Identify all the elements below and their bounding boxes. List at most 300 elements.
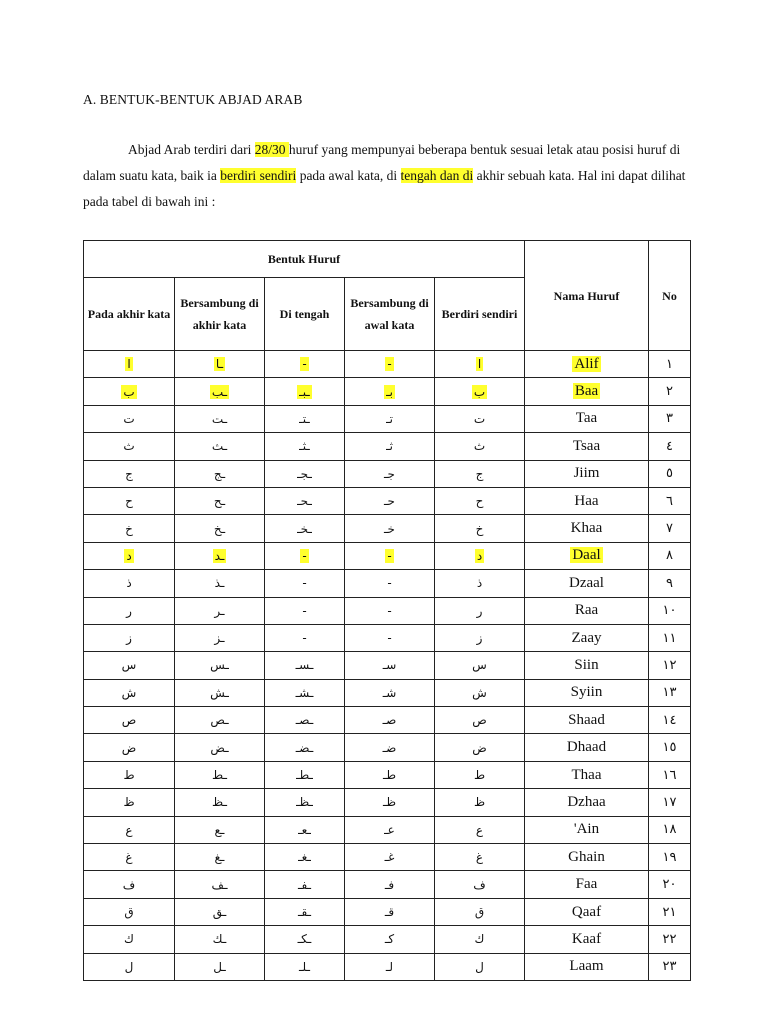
letter-form: ك [124, 932, 134, 947]
cell-sambung-akhir [175, 953, 265, 980]
cell-sendiri [435, 734, 525, 761]
para-highlight-3: tengah dan di [400, 168, 474, 183]
cell-sambung-awal [345, 679, 435, 706]
cell-no: ٢٢ [649, 926, 691, 953]
cell-akhir [84, 707, 175, 734]
letter-form: عـ [384, 822, 395, 837]
table-row [84, 926, 691, 953]
cell-tengah [265, 816, 345, 843]
letter-form: ـسـ [295, 658, 314, 673]
cell-tengah [265, 405, 345, 432]
letter-form: ـطـ [296, 768, 313, 783]
cell-sendiri [435, 597, 525, 624]
cell-sambung-akhir [175, 898, 265, 925]
cell-tengah [265, 460, 345, 487]
letter-form: ظ [123, 795, 135, 810]
cell-sambung-akhir [175, 926, 265, 953]
para-text-2: huruf yang mempunyai beberapa bentuk sesuai letak atau posisi huruf di dalam suatu kata, baik ia [83, 142, 681, 183]
cell-sendiri [435, 542, 525, 569]
letter-form: ط [473, 768, 486, 783]
cell-sendiri [435, 433, 525, 460]
cell-nama-huruf [525, 871, 649, 898]
cell-sendiri [435, 926, 525, 953]
letter-form: ط [123, 768, 135, 783]
letter-form: ض [121, 740, 137, 755]
letter-name: Faa [575, 876, 598, 893]
cell-tengah [265, 624, 345, 651]
letter-form: ح [125, 494, 133, 509]
table-row [84, 460, 691, 487]
letter-form: ـتـ [299, 411, 310, 426]
table-row [84, 816, 691, 843]
letter-form: ع [125, 822, 133, 837]
cell-tengah [265, 953, 345, 980]
letter-form: ـص [210, 713, 229, 728]
cell-sambung-akhir [175, 816, 265, 843]
letter-name: Tsaa [572, 437, 601, 454]
cell-nama-huruf [525, 405, 649, 432]
letter-form: ف [473, 877, 486, 892]
letter-form: سـ [382, 658, 397, 673]
cell-tengah [265, 515, 345, 542]
letter-form: ـقـ [297, 905, 312, 919]
table-row [84, 624, 691, 651]
letter-name: Haa [574, 492, 599, 509]
letter-form: ث [123, 439, 135, 454]
letter-form: - [387, 603, 392, 618]
table-row [84, 789, 691, 816]
cell-sambung-awal [345, 734, 435, 761]
cell-nama-huruf [525, 433, 649, 460]
cell-sambung-awal [345, 460, 435, 487]
cell-no: ٣ [649, 405, 691, 432]
letter-form: غ [475, 850, 484, 865]
para-text-1: Abjad Arab terdiri dari [128, 142, 255, 157]
cell-sambung-akhir [175, 542, 265, 569]
letter-name: Alif [574, 355, 599, 372]
cell-no: ١٥ [649, 734, 691, 761]
cell-sambung-akhir [175, 871, 265, 898]
letter-form: تـ [386, 411, 393, 426]
cell-tengah [265, 844, 345, 871]
cell-tengah [265, 761, 345, 788]
letter-form: ذ [126, 576, 132, 591]
cell-akhir [84, 871, 175, 898]
letter-form: ـغ [214, 850, 225, 865]
cell-sambung-akhir [175, 405, 265, 432]
table-row [84, 898, 691, 925]
cell-sambung-awal [345, 707, 435, 734]
col-header-sambung-akhir: Bersambung di akhir kata [175, 278, 265, 351]
letter-form: - [387, 357, 392, 372]
cell-nama-huruf [525, 460, 649, 487]
table-row [84, 351, 691, 378]
cell-nama-huruf [525, 597, 649, 624]
cell-akhir [84, 487, 175, 514]
letter-form: ا [477, 357, 482, 372]
cell-sambung-awal [345, 624, 435, 651]
letter-name: Shaad [568, 711, 605, 728]
letter-form: ج [125, 466, 133, 481]
letter-form: ك [474, 932, 485, 947]
letter-form: ص [472, 713, 487, 728]
cell-sambung-akhir [175, 679, 265, 706]
letter-form: لـ [385, 959, 394, 974]
cell-sendiri [435, 707, 525, 734]
cell-nama-huruf [525, 570, 649, 597]
cell-sambung-awal [345, 351, 435, 378]
letter-form: - [302, 548, 307, 563]
letter-form: قـ [384, 905, 395, 919]
cell-sambung-akhir [175, 734, 265, 761]
letter-form: ـل [213, 959, 226, 974]
letter-form: ـح [213, 494, 226, 509]
cell-tengah [265, 898, 345, 925]
cell-sambung-akhir [175, 761, 265, 788]
letter-form: ضـ [382, 740, 397, 755]
letter-form: غـ [384, 850, 395, 865]
cell-no: ٤ [649, 433, 691, 460]
letter-form: ق [474, 905, 485, 919]
cell-tengah [265, 433, 345, 460]
intro-paragraph [83, 137, 687, 215]
letter-form: ـظـ [296, 795, 313, 810]
col-header-nama: Nama Huruf [525, 241, 649, 351]
letter-form: غ [125, 850, 133, 865]
table-row [84, 378, 691, 405]
letter-form: شـ [382, 685, 397, 700]
cell-no: ١١ [649, 624, 691, 651]
letter-name: Raa [574, 602, 599, 619]
letter-form: ـخـ [297, 521, 312, 536]
cell-no: ١٢ [649, 652, 691, 679]
cell-sendiri [435, 405, 525, 432]
letter-name: Siin [574, 656, 599, 673]
letter-form: ـكـ [297, 932, 312, 947]
cell-nama-huruf [525, 953, 649, 980]
letter-name: Thaa [571, 766, 602, 783]
letter-form: ـغـ [298, 850, 311, 865]
cell-nama-huruf [525, 351, 649, 378]
letter-form: ا [127, 357, 131, 372]
cell-sambung-awal [345, 789, 435, 816]
letter-form: ب [123, 384, 135, 399]
table-row [84, 570, 691, 597]
letter-form: ش [472, 685, 487, 700]
table-row [84, 679, 691, 706]
cell-nama-huruf [525, 761, 649, 788]
letter-form: ظـ [382, 795, 397, 810]
letter-form: - [387, 631, 392, 646]
cell-no: ٢١ [649, 898, 691, 925]
letter-form: ـحـ [297, 494, 312, 509]
cell-tengah [265, 707, 345, 734]
letter-name: Dhaad [566, 739, 607, 756]
col-header-no: No [649, 241, 691, 351]
cell-sambung-akhir [175, 515, 265, 542]
cell-sambung-akhir [175, 597, 265, 624]
cell-no: ١ [649, 351, 691, 378]
cell-nama-huruf [525, 789, 649, 816]
letter-form: ـشـ [295, 685, 314, 700]
letter-form: - [387, 548, 392, 563]
cell-no: ٦ [649, 487, 691, 514]
cell-sambung-akhir [175, 378, 265, 405]
letter-name: Dzaal [569, 574, 604, 591]
para-highlight-1: 28/30 [254, 142, 289, 157]
section-heading: A. BENTUK-BENTUK ABJAD ARAB [83, 92, 303, 107]
cell-sendiri [435, 789, 525, 816]
cell-sambung-awal [345, 570, 435, 597]
cell-sambung-awal [345, 898, 435, 925]
cell-sambung-akhir [175, 460, 265, 487]
letter-name: Dzhaa [567, 793, 606, 810]
table-row [84, 487, 691, 514]
letter-form: ف [122, 877, 136, 892]
cell-akhir [84, 597, 175, 624]
table-row [84, 515, 691, 542]
cell-akhir [84, 926, 175, 953]
table-row [84, 761, 691, 788]
cell-sambung-awal [345, 597, 435, 624]
para-text-4: akhir sebuah kata. Hal ini dapat dilihat pada tabel di bawah ini : [83, 168, 686, 209]
cell-akhir [84, 816, 175, 843]
cell-nama-huruf [525, 378, 649, 405]
cell-sambung-akhir [175, 433, 265, 460]
letter-form: ـظ [212, 795, 227, 810]
cell-sambung-awal [345, 844, 435, 871]
letter-name: Syiin [570, 684, 603, 701]
col-header-sambung-awal: Bersambung di awal kata [345, 278, 435, 351]
cell-no: ١٣ [649, 679, 691, 706]
table-row [84, 542, 691, 569]
letter-form: ز [126, 631, 132, 646]
letter-form: ثـ [386, 439, 393, 454]
cell-akhir [84, 351, 175, 378]
cell-tengah [265, 378, 345, 405]
cell-tengah [265, 871, 345, 898]
cell-sendiri [435, 624, 525, 651]
cell-tengah [265, 597, 345, 624]
cell-tengah [265, 679, 345, 706]
cell-sambung-awal [345, 515, 435, 542]
cell-sendiri [435, 844, 525, 871]
cell-sendiri [435, 351, 525, 378]
cell-sendiri [435, 515, 525, 542]
cell-sambung-akhir [175, 570, 265, 597]
letter-name: Khaa [570, 520, 603, 537]
table-row [84, 433, 691, 460]
letter-form: س [472, 658, 487, 673]
col-header-akhir: Pada akhir kata [84, 278, 175, 351]
cell-tengah [265, 926, 345, 953]
letter-form: ق [124, 905, 134, 919]
cell-no: ١٦ [649, 761, 691, 788]
cell-sambung-awal [345, 378, 435, 405]
cell-sambung-akhir [175, 707, 265, 734]
cell-akhir [84, 953, 175, 980]
cell-sambung-awal [345, 487, 435, 514]
cell-sambung-akhir [175, 844, 265, 871]
letter-form: ش [121, 685, 137, 700]
cell-akhir [84, 570, 175, 597]
letter-form: ث [473, 439, 486, 454]
letter-form: ـك [212, 932, 227, 947]
letter-form: كـ [384, 932, 395, 947]
arabic-letters-table [83, 240, 691, 981]
letter-form: - [302, 631, 307, 646]
letter-form: ح [475, 494, 484, 509]
cell-nama-huruf [525, 844, 649, 871]
table-row [84, 734, 691, 761]
letter-form: ـعـ [298, 822, 311, 837]
letter-form: ل [124, 959, 134, 974]
cell-nama-huruf [525, 734, 649, 761]
cell-tengah [265, 789, 345, 816]
letter-form: جـ [384, 466, 395, 481]
cell-akhir [84, 405, 175, 432]
group-header: Bentuk Huruf [84, 241, 525, 278]
cell-akhir [84, 624, 175, 651]
letter-name: Baa [574, 383, 599, 400]
cell-akhir [84, 652, 175, 679]
cell-tengah [265, 734, 345, 761]
cell-no: ١٤ [649, 707, 691, 734]
cell-sambung-awal [345, 433, 435, 460]
cell-nama-huruf [525, 515, 649, 542]
letter-form: - [302, 603, 307, 618]
letter-name: Jiim [573, 465, 600, 482]
letter-form: ـفـ [297, 877, 312, 892]
letter-form: د [476, 548, 483, 563]
cell-sendiri [435, 679, 525, 706]
cell-sambung-awal [345, 953, 435, 980]
letter-form: د [126, 548, 132, 563]
cell-sambung-akhir [175, 652, 265, 679]
letter-form: ـف [211, 877, 228, 892]
cell-sambung-akhir [175, 789, 265, 816]
letter-form: ـجـ [297, 466, 312, 481]
cell-akhir [84, 378, 175, 405]
table-row [84, 871, 691, 898]
cell-tengah [265, 542, 345, 569]
cell-no: ٩ [649, 570, 691, 597]
cell-tengah [265, 487, 345, 514]
letter-form: ذ [476, 576, 483, 591]
letter-form: صـ [382, 713, 397, 728]
cell-sendiri [435, 898, 525, 925]
cell-sambung-akhir [175, 351, 265, 378]
letter-name: Zaay [571, 629, 602, 646]
letter-form: ـق [212, 905, 227, 919]
table-row [84, 405, 691, 432]
cell-akhir [84, 460, 175, 487]
letter-form: ـلـ [298, 959, 310, 974]
letter-form: ت [123, 411, 135, 426]
cell-sambung-awal [345, 542, 435, 569]
letter-form: ص [121, 713, 137, 728]
letter-form: ـبـ [299, 384, 310, 399]
cell-nama-huruf [525, 652, 649, 679]
cell-akhir [84, 761, 175, 788]
cell-sendiri [435, 761, 525, 788]
cell-sendiri [435, 378, 525, 405]
cell-nama-huruf [525, 707, 649, 734]
cell-akhir [84, 679, 175, 706]
letter-form: ـط [212, 768, 227, 783]
letter-form: ـز [214, 631, 225, 646]
table-row [84, 953, 691, 980]
cell-no: ١٠ [649, 597, 691, 624]
cell-sambung-awal [345, 816, 435, 843]
letter-form: ـس [210, 658, 229, 673]
cell-no: ٢٣ [649, 953, 691, 980]
cell-sambung-awal [345, 652, 435, 679]
letter-form: ض [472, 740, 487, 755]
letter-form: خ [475, 521, 484, 536]
table-row [84, 597, 691, 624]
letter-form: ر [476, 603, 483, 618]
cell-no: ٢٠ [649, 871, 691, 898]
letter-form: ـخ [213, 521, 226, 536]
cell-akhir [84, 433, 175, 460]
cell-no: ١٩ [649, 844, 691, 871]
cell-sendiri [435, 652, 525, 679]
cell-tengah [265, 351, 345, 378]
letter-form: ـت [211, 411, 228, 426]
letter-form: ظ [473, 795, 486, 810]
letter-form: فـ [384, 877, 395, 892]
letter-form: ـر [214, 603, 225, 618]
letter-form: ر [126, 603, 132, 618]
letter-form: ـضـ [295, 740, 314, 755]
cell-nama-huruf [525, 898, 649, 925]
letter-form: ـج [213, 466, 226, 481]
cell-sambung-awal [345, 761, 435, 788]
letter-form: ـع [214, 822, 225, 837]
cell-sendiri [435, 871, 525, 898]
letter-form: ز [476, 631, 483, 646]
cell-akhir [84, 898, 175, 925]
cell-nama-huruf [525, 679, 649, 706]
cell-no: ٨ [649, 542, 691, 569]
cell-sambung-akhir [175, 487, 265, 514]
letter-form: خـ [384, 521, 395, 536]
cell-sendiri [435, 487, 525, 514]
cell-akhir [84, 734, 175, 761]
letter-form: - [302, 576, 307, 591]
letter-form: ب [473, 384, 486, 399]
cell-no: ٢ [649, 378, 691, 405]
cell-nama-huruf [525, 926, 649, 953]
letter-form: بـ [386, 384, 393, 399]
letter-form: ـش [210, 685, 229, 700]
letter-form: ـا [215, 357, 224, 372]
cell-nama-huruf [525, 816, 649, 843]
letter-form: س [121, 658, 137, 673]
letter-name: Ghain [568, 848, 605, 865]
letter-form: - [302, 357, 307, 372]
letter-form: ـثـ [299, 439, 310, 454]
cell-sambung-akhir [175, 624, 265, 651]
letter-form: ـث [211, 439, 228, 454]
cell-sendiri [435, 953, 525, 980]
col-header-tengah: Di tengah [265, 278, 345, 351]
cell-no: ٧ [649, 515, 691, 542]
letter-form: ـد [214, 548, 225, 563]
letter-form: خ [125, 521, 133, 536]
letter-form: ـذ [214, 576, 225, 591]
